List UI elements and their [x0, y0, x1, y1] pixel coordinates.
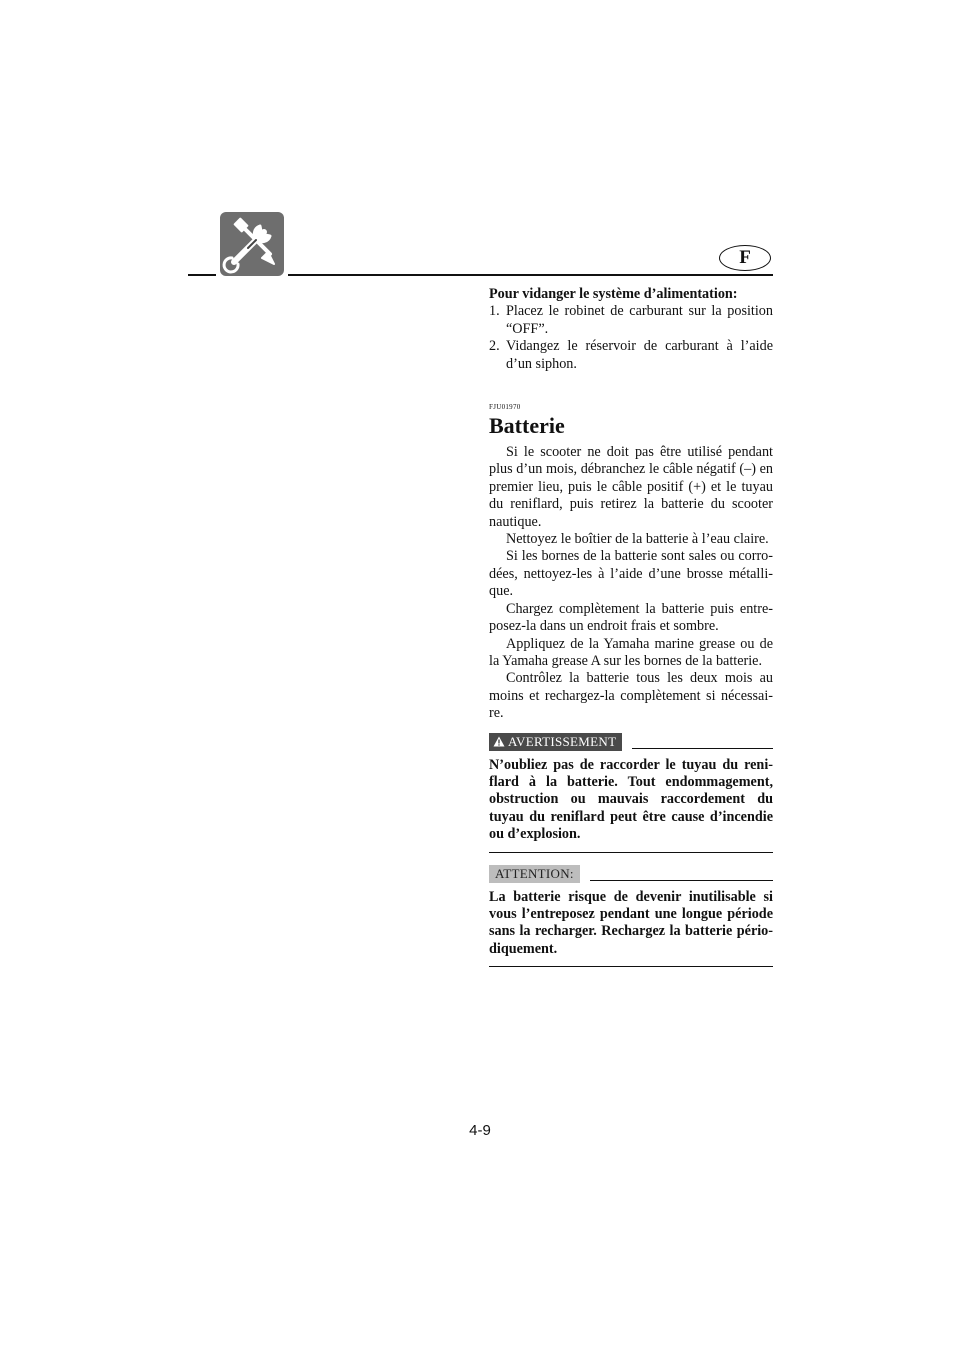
fuel-drain-heading: Pour vidanger le système d’alimentation: — [489, 286, 738, 302]
caution-badge — [489, 865, 580, 883]
warning-text: N’oubliez pas de raccorder le tuyau du reni-flard à la batterie. Tout endommagement, obstruction ou mauvais raccordement du tuyau du reniflard peut être cause d’incendie ou d’explosion. — [489, 757, 773, 853]
fuel-drain-steps — [489, 303, 773, 373]
page-number: 4-9 — [469, 1122, 491, 1139]
section-title: Batterie — [489, 413, 565, 439]
list-item — [489, 338, 773, 373]
header-rule-right — [288, 274, 773, 276]
caution-label: ATTENTION: — [495, 865, 574, 881]
caution-header — [489, 865, 773, 883]
step-text: Vidangez le réservoir de carburant à l’aide d’un siphon. — [506, 338, 773, 372]
battery-paragraph: Si le scooter ne doit pas être utilisé pendant plus d’un mois, débranchez le câble négatif (–) en premier lieu, puis le câble positif (+) et le tuyau du reniflard, puis retirez la batterie du scooter nautique. — [489, 444, 773, 530]
tools-icon — [220, 212, 284, 276]
step-number: 1. — [489, 303, 500, 320]
warning-label: AVERTISSEMENT — [508, 733, 617, 749]
content-column — [489, 286, 773, 967]
warning-rule — [632, 748, 773, 749]
header-rule-left — [188, 274, 216, 276]
battery-paragraph: Contrôlez la batterie tous les deux mois au moins et rechargez-la complètement si nécessai-re. — [489, 670, 773, 722]
caution-text: La batterie risque de devenir inutilisable si vous l’entreposez pendant une longue période sans la recharger. Rechargez la batterie pério-diquement. — [489, 889, 773, 968]
battery-paragraph: Si les bornes de la batterie sont sales ou corro-dées, nettoyez-les à l’aide d’une brosse métalli-que. — [489, 548, 773, 600]
caution-rule — [590, 880, 773, 881]
step-text: Placez le robinet de carburant sur la position “OFF”. — [506, 303, 773, 337]
language-badge: F — [719, 245, 771, 271]
warning-badge — [489, 733, 622, 751]
section-code: FJU01970 — [489, 403, 521, 412]
warning-header — [489, 733, 773, 751]
battery-paragraph: Appliquez de la Yamaha marine grease ou de la Yamaha grease A sur les bornes de la batterie. — [489, 635, 773, 669]
step-number: 2. — [489, 338, 500, 355]
battery-paragraph: Chargez complètement la batterie puis entre-posez-la dans un endroit frais et sombre. — [489, 600, 773, 635]
battery-paragraph: Nettoyez le boîtier de la batterie à l’eau claire. — [506, 531, 769, 548]
warning-triangle-icon — [493, 736, 505, 747]
list-item — [489, 303, 773, 338]
